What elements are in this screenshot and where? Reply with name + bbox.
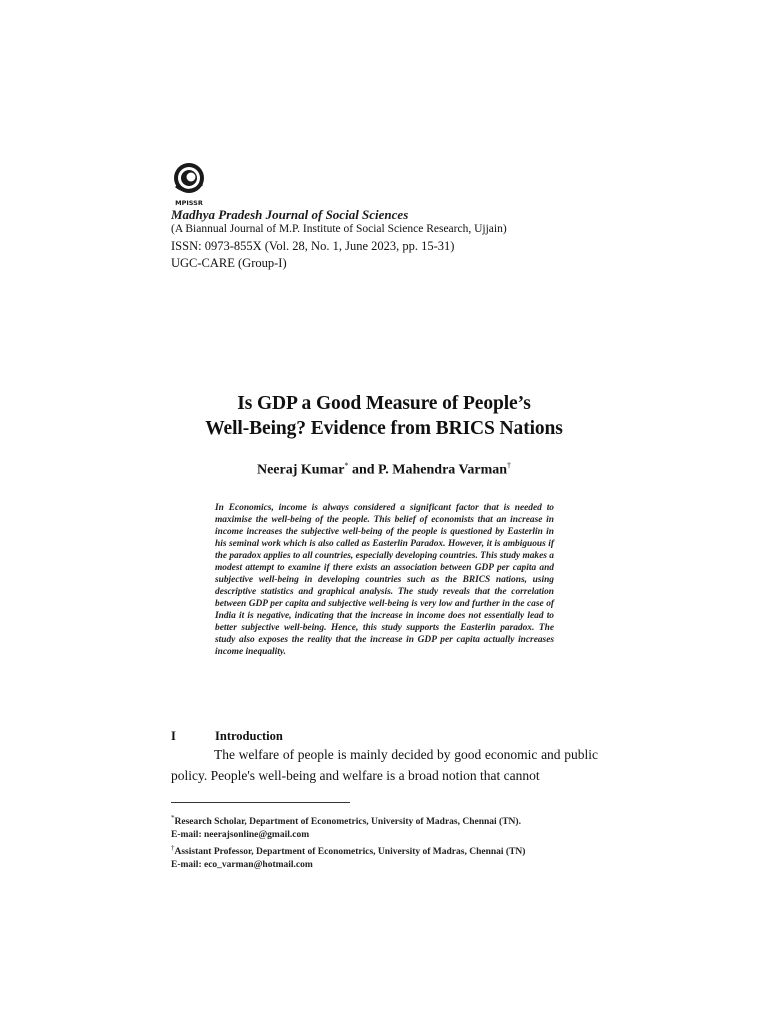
author-joiner: and — [348, 462, 379, 478]
author-1-mark: * — [344, 461, 349, 470]
footnote-2-email: E-mail: eco_varman@hotmail.com — [171, 860, 313, 871]
author-2-mark: † — [507, 461, 512, 470]
footnote-2 — [171, 842, 591, 859]
mpissr-logo — [170, 160, 208, 208]
section-title: Introduction — [215, 729, 283, 743]
issn-line: ISSN: 0973-855X (Vol. 28, No. 1, June 2023, pp. 15-31) — [171, 239, 455, 253]
footnote-2-mark: † — [171, 844, 175, 853]
journal-description: (A Biannual Journal of M.P. Institute of Social Science Research, Ujjain) — [171, 223, 507, 235]
paper-title — [100, 391, 668, 441]
abstract: In Economics, income is always considered a significant factor that is needed to maximise the well-being of the people. This belief of economists that an increase in income increases the subjective well-being of the people is questioned by Easterlin in his seminal work which is also called as Easterlin Paradox. However, it is ambiguous if the paradox applies to all countries, especially developing countries. This study makes a modest attempt to examine if there exists an association between GDP per capita and subjective well-being in developing countries such as the BRICS nations, using descriptive statistics and graphical analysis. The study reveals that the correlation between GDP per capita and subjective well-being is very low and further in the case of India it is negative, indicating that the increase in income does not essentially lead to better subjective well-being. Hence, this study supports the Easterlin paradox. The study also exposes the reality that the increase in GDP per capita actually increases income inequality. — [215, 503, 554, 657]
section-number: I — [171, 729, 176, 743]
footnote-1 — [171, 812, 591, 829]
author-1: Neeraj Kumar — [256, 462, 345, 478]
logo-text: MPISSR — [175, 199, 203, 207]
footnotes — [171, 812, 591, 872]
author-2: P. Mahendra Varman — [378, 462, 508, 478]
footnote-1-mark: * — [171, 814, 175, 822]
journal-name: Madhya Pradesh Journal of Social Sciences — [171, 207, 409, 222]
footnote-2-affiliation: Assistant Professor, Department of Econometrics, University of Madras, Chennai (TN) — [174, 847, 526, 858]
footnote-1-email: E-mail: neerajsonline@gmail.com — [171, 830, 310, 841]
author-line — [100, 461, 668, 479]
title-line-2: Well-Being? Evidence from BRICS Nations — [205, 418, 563, 439]
ugc-care-line: UGC-CARE (Group-I) — [171, 256, 287, 270]
footnote-rule — [171, 802, 350, 803]
body-paragraph: The welfare of people is mainly decided by good economic and public policy. People's well-being and welfare is a broad notion that cannot — [171, 747, 598, 783]
title-line-1: Is GDP a Good Measure of People’s — [237, 393, 531, 414]
footnote-1-affiliation: Research Scholar, Department of Econometrics, University of Madras, Chennai (TN). — [174, 817, 521, 828]
